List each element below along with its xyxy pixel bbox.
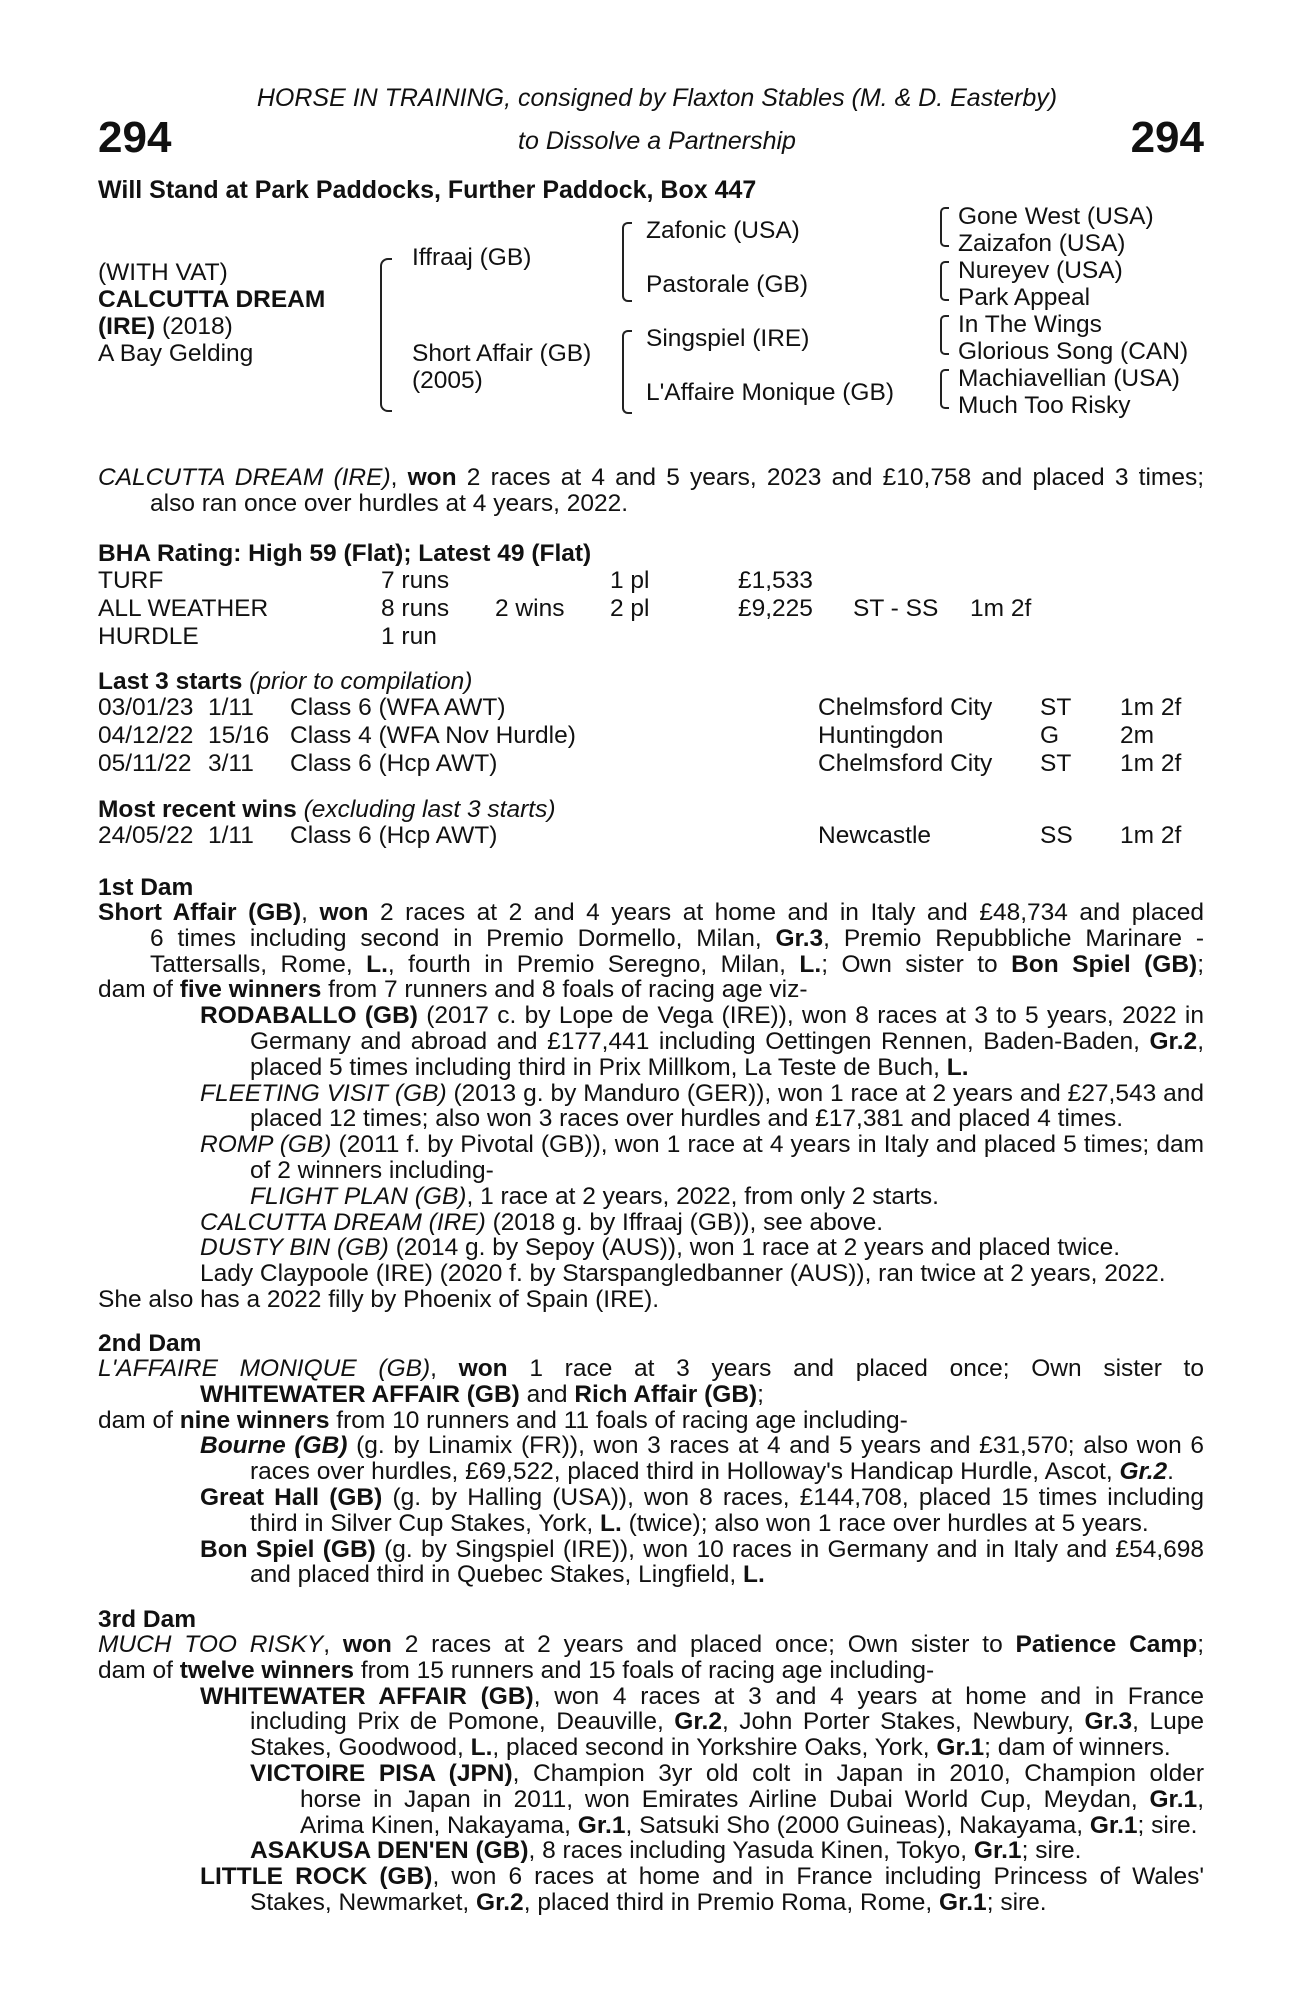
first-dam-title: 1st Dam: [98, 874, 194, 901]
header-consignor: HORSE IN TRAINING, consigned by Flaxton Stables (M. & D. Easterby): [256, 84, 1058, 112]
pedigree-gs2: Pastorale (GB): [646, 271, 809, 298]
header-subtitle: to Dissolve a Partnership: [518, 127, 796, 155]
table-row: HURDLE 1 run: [98, 623, 437, 650]
vat-note: (WITH VAT): [98, 259, 228, 286]
horse-name: CALCUTTA DREAM: [98, 286, 326, 313]
pedigree-ggs-7: Machiavellian (USA): [958, 365, 1180, 392]
race-summary: CALCUTTA DREAM (IRE), won 2 races at 4 and 5 years, 2023 and £10,758 and placed 3 times; also ran once over hurdles at 4 years, 2022.: [98, 464, 1205, 517]
pedigree-brace-main: [380, 258, 392, 412]
table-row: ALL WEATHER 8 runs 2 wins 2 pl £9,225 ST - SS 1m 2f: [98, 595, 1032, 622]
pedigree-dam-year: (2005): [412, 367, 483, 394]
bha-rating-title: BHA Rating: High 59 (Flat); Latest 49 (Flat): [98, 540, 592, 567]
pedigree-sire: Iffraaj (GB): [412, 244, 532, 271]
lot-number-right: 294: [1130, 113, 1204, 162]
pedigree-ggs-5: In The Wings: [958, 311, 1102, 338]
pedigree-gs1: Zafonic (USA): [646, 217, 800, 244]
pedigree-brace-g4: [940, 369, 949, 409]
pedigree-ggs-1: Gone West (USA): [958, 203, 1154, 230]
recent-wins-table: [98, 822, 1181, 850]
table-row: 05/11/22 3/11 Class 6 (Hcp AWT) Chelmsford City ST 1m 2f: [98, 750, 1182, 777]
stand-location: Will Stand at Park Paddocks, Further Paddock, Box 447: [98, 176, 757, 204]
pedigree-dam: Short Affair (GB): [412, 340, 592, 367]
table-row: 24/05/22 1/11 Class 6 (Hcp AWT) Newcastle SS 1m 2f: [98, 822, 1182, 849]
third-dam-text: MUCH TOO RISKY, won 2 races at 2 years and placed once; Own sister to Patience Camp; dam of twelve winners from 15 runners and 15 foals of racing age including- WHITEWATER AFFAIR (GB), won 4 races at 3 and 4 years at home and in France including Prix de Pomone, Deauville, Gr.2, John Porter Stakes, Newbury, Gr.3, Lupe Stakes, Goodwood, L., placed second in Yorkshire Oaks, York, Gr.1; dam of winners. VICTOIRE PISA (JPN), Champion 3yr old colt in Japan in 2010, Champion older horse in Japan in 2011, won Emirates Airline Dubai World Cup, Meydan, Gr.1, Arima Kinen, Nakayama, Gr.1, Satsuki Sho (2000 Guineas), Nakayama, Gr.1; sire. ASAKUSA DEN'EN (GB), 8 races including Yasuda Kinen, Tokyo, Gr.1; sire. LITTLE ROCK (GB), won 6 races at home and in France including Princess of Wales' Stakes, Newmarket, Gr.2, placed third in Premio Roma, Rome, Gr.1; sire.: [98, 1631, 1204, 1916]
pedigree-gs4: L'Affaire Monique (GB): [646, 379, 894, 406]
pedigree-brace-g2: [940, 261, 949, 301]
table-row: 03/01/23 1/11 Class 6 (WFA AWT) Chelmsford City ST 1m 2f: [98, 694, 1182, 721]
pedigree-ggs-8: Much Too Risky: [958, 392, 1131, 419]
second-dam-text: L'AFFAIRE MONIQUE (GB), won 1 race at 3 years and placed once; Own sister to WHITEWATER AFFAIR (GB) and Rich Affair (GB); dam of nine winners from 10 runners and 11 foals of racing age including- Bourne (GB) (g. by Linamix (FR)), won 3 races at 4 and 5 years and £31,570; also won 6 races over hurdles, £69,522, placed third in Holloway's Handicap Hurdle, Ascot, Gr.2. Great Hall (GB) (g. by Halling (USA)), won 8 races, £144,708, placed 15 times including third in Silver Cup Stakes, York, L. (twice); also won 1 race over hurdles at 5 years. Bon Spiel (GB) (g. by Singspiel (IRE)), won 10 races in Germany and in Italy and £54,698 and placed third in Quebec Stakes, Lingfield, L.: [98, 1355, 1204, 1589]
pedigree-gs3: Singspiel (IRE): [646, 325, 810, 352]
pedigree-brace-sire: [622, 222, 632, 302]
pedigree-ggs-4: Park Appeal: [958, 284, 1091, 311]
horse-name-year: (IRE) (2018): [98, 313, 233, 340]
pedigree-brace-dam: [622, 330, 632, 414]
last3-table: [98, 694, 1181, 778]
first-dam-text: Short Affair (GB), won 2 races at 2 and 4 years at home and in Italy and £48,734 and placed 6 times including second in Premio Dormello, Milan, Gr.3, Premio Repubbliche Marinare - Tattersalls, Rome, L., fourth in Premio Seregno, Milan, L.; Own sister to Bon Spiel (GB); dam of five winners from 7 runners and 8 foals of racing age viz- RODABALLO (GB) (2017 c. by Lope de Vega (IRE)), won 8 races at 3 to 5 years, 2022 in Germany and abroad and £177,441 including Oettingen Rennen, Baden-Baden, Gr.2, placed 5 times including third in Prix Millkom, La Teste de Buch, L. FLEETING VISIT (GB) (2013 g. by Manduro (GER)), won 1 race at 2 years and £27,543 and placed 12 times; also won 3 races over hurdles and £17,381 and placed 4 times. ROMP (GB) (2011 f. by Pivotal (GB)), won 1 race at 4 years in Italy and placed 5 times; dam of 2 winners including- FLIGHT PLAN (GB), 1 race at 2 years, 2022, from only 2 starts. CALCUTTA DREAM (IRE) (2018 g. by Iffraaj (GB)), see above. DUSTY BIN (GB) (2014 g. by Sepoy (AUS)), won 1 race at 2 years and placed twice. Lady Claypoole (IRE) (2020 f. by Starspangledbanner (AUS)), ran twice at 2 years, 2022. She also has a 2022 filly by Phoenix of Spain (IRE).: [98, 899, 1205, 1313]
pedigree-ggs-2: Zaizafon (USA): [958, 230, 1126, 257]
horse-description: A Bay Gelding: [98, 340, 254, 367]
bha-record-table: [98, 567, 1031, 651]
pedigree-brace-g3: [940, 315, 949, 355]
third-dam-title: 3rd Dam: [98, 1606, 197, 1633]
table-row: TURF 7 runs 1 pl £1,533: [98, 567, 813, 594]
table-row: 04/12/22 15/16 Class 4 (WFA Nov Hurdle) Huntingdon G 2m: [98, 722, 1155, 749]
pedigree-ggs-6: Glorious Song (CAN): [958, 338, 1189, 365]
second-dam-title: 2nd Dam: [98, 1330, 202, 1357]
pedigree-brace-g1: [940, 207, 949, 247]
pedigree-ggs-3: Nureyev (USA): [958, 257, 1123, 284]
lot-number-left: 294: [98, 113, 172, 162]
recent-wins-title: Most recent wins (excluding last 3 starts): [98, 796, 556, 823]
last3-title: Last 3 starts (prior to compilation): [98, 668, 473, 695]
